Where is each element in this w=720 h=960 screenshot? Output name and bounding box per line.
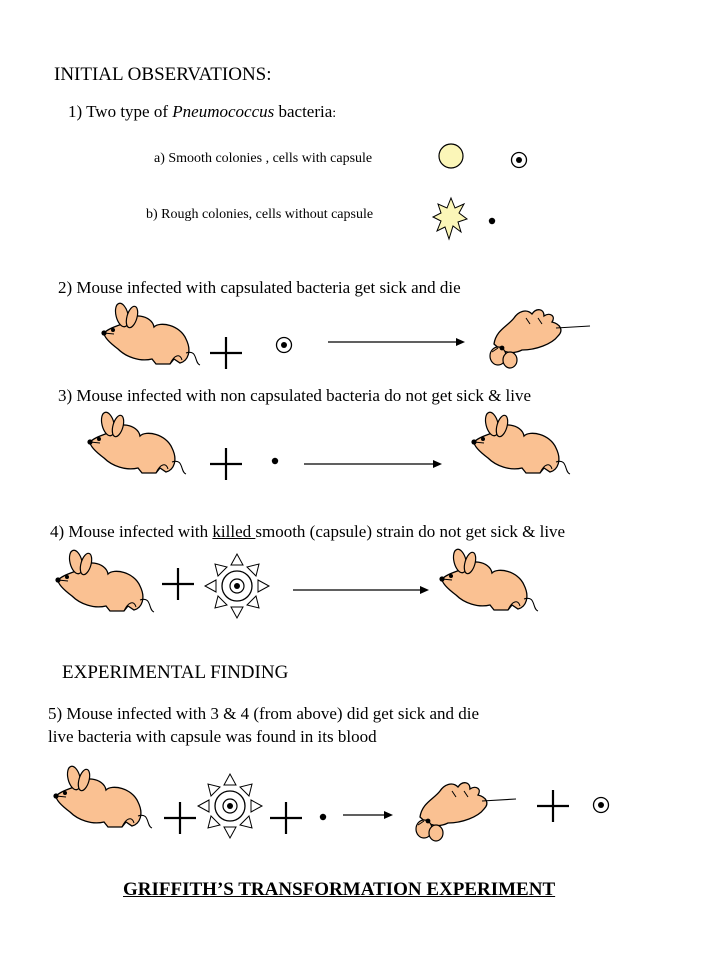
arrow-icon (328, 338, 465, 346)
item1-suffix: bacteria (274, 102, 333, 121)
live-mouse-icon (101, 302, 200, 365)
plus-icon (210, 448, 242, 480)
arrow-icon (304, 460, 442, 468)
species-name: Pneumococcus (172, 102, 275, 121)
capsulated-cell-icon (277, 338, 292, 353)
step3-text: 3) Mouse infected with non capsulated bacteria do not get sick & live (58, 386, 532, 405)
dead-mouse-icon (490, 310, 590, 368)
uncapsulated-cell-icon (320, 814, 326, 820)
smooth-colony-icon (439, 144, 463, 168)
step5-line2: live bacteria with capsule was found in its blood (48, 727, 377, 746)
initial-observations-heading: INITIAL OBSERVATIONS: (54, 64, 272, 85)
smooth-colony-label: a) Smooth colonies , cells with capsule (154, 151, 373, 166)
uncapsulated-cell-icon (272, 458, 278, 464)
plus-icon (537, 790, 569, 822)
step5-line1: 5) Mouse infected with 3 & 4 (from above) did get sick and die (48, 704, 480, 723)
arrow-icon (343, 811, 393, 819)
item1-prefix: 1) Two type of (68, 102, 173, 121)
plus-icon (164, 802, 196, 834)
step2-text: 2) Mouse infected with capsulated bacteria get sick and die (58, 278, 461, 297)
step4-prefix: 4) Mouse infected with (50, 522, 213, 541)
live-mouse-icon (87, 411, 186, 474)
step4-suffix: smooth (capsule) strain do not get sick & live (255, 522, 566, 541)
plus-icon (162, 568, 194, 600)
arrow-icon (293, 586, 429, 594)
experimental-finding-heading: EXPERIMENTAL FINDING (62, 662, 289, 683)
killed-capsulated-cell-icon (198, 774, 262, 838)
live-mouse-icon (439, 548, 538, 611)
live-mouse-icon (471, 411, 570, 474)
live-mouse-icon (55, 549, 154, 612)
plus-icon (210, 337, 242, 369)
item1-colon: : (332, 106, 337, 121)
capsulated-cell-icon (594, 798, 609, 813)
plus-icon (270, 802, 302, 834)
rough-colony-label: b) Rough colonies, cells without capsule (146, 207, 374, 222)
step4-killed: killed (212, 522, 256, 541)
rough-colony-icon (433, 198, 467, 239)
killed-capsulated-cell-icon (205, 554, 269, 618)
live-mouse-icon (53, 765, 152, 828)
capsulated-cell-icon (512, 153, 527, 168)
experiment-title: GRIFFITH’S TRANSFORMATION EXPERIMENT (123, 879, 556, 900)
uncapsulated-cell-icon (489, 218, 495, 224)
dead-mouse-icon (416, 783, 516, 841)
